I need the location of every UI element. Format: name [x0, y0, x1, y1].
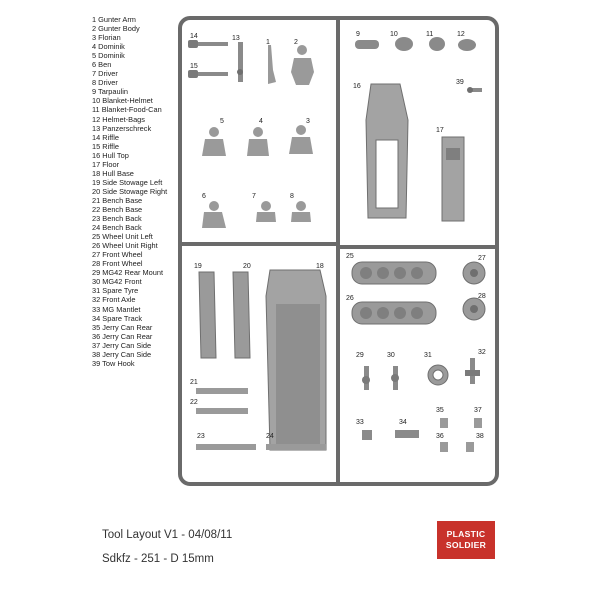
gunter-arm-1	[268, 45, 276, 84]
part-number-label: 3	[306, 118, 310, 125]
front-axle-32	[465, 358, 480, 384]
wheel-unit-left-25	[352, 262, 436, 284]
parts-list-item: 22 Bench Base	[92, 204, 143, 214]
parts-list-item: 19 Side Stowage Left	[92, 177, 163, 187]
parts-list-item: 38 Jerry Can Side	[92, 349, 152, 359]
figure-dominik-4	[247, 127, 269, 156]
parts-list-item: 33 MG Mantlet	[92, 304, 141, 314]
parts-list-item: 7 Driver	[92, 69, 118, 79]
parts-list-item: 8 Driver	[92, 78, 118, 88]
part-number-label: 6	[202, 193, 206, 200]
bench-back-23	[196, 444, 256, 450]
parts-list-item: 26 Wheel Unit Right	[92, 241, 158, 251]
jerry-can-side-38	[466, 442, 474, 452]
floor-17	[442, 137, 464, 221]
part-number-label: 28	[478, 293, 486, 300]
plastic-soldier-logo	[437, 521, 495, 559]
parts-list-item: 10 Blanket-Helmet	[92, 96, 153, 106]
part-number-label: 14	[190, 33, 198, 40]
parts-list-item: 27 Front Wheel	[92, 250, 143, 260]
part-number-label: 23	[197, 433, 205, 440]
blanket-helmet-10	[395, 37, 413, 51]
parts-list-item: 30 MG42 Front	[92, 277, 142, 287]
part-number-label: 16	[353, 83, 361, 90]
part-number-label: 39	[456, 79, 464, 86]
figure-florian-3	[289, 125, 313, 154]
side-stowage-right-20	[233, 272, 250, 358]
figure-dominik-5	[202, 127, 226, 156]
parts-list-item: 32 Front Axle	[92, 295, 136, 305]
figure-ben-6	[202, 201, 226, 228]
part-number-label: 19	[194, 263, 202, 270]
parts-list-item: 5 Dominik	[92, 51, 125, 61]
parts-list-item: 3 Florian	[92, 33, 121, 43]
part-number-label: 34	[399, 419, 407, 426]
parts-list-item: 6 Ben	[92, 60, 112, 70]
tarpaulin-9	[355, 40, 379, 49]
part-number-label: 32	[478, 349, 486, 356]
parts-list-item: 39 Tow Hook	[92, 358, 135, 368]
parts-list-item: 31 Spare Tyre	[92, 286, 139, 296]
part-number-label: 25	[346, 253, 354, 260]
part-number-label: 2	[294, 39, 298, 46]
rifle-14	[188, 40, 228, 48]
parts-list-item: 37 Jerry Can Side	[92, 340, 152, 350]
part-number-label: 33	[356, 419, 364, 426]
mg42-rear-mount-29	[362, 366, 370, 390]
figure-driver-7	[256, 201, 276, 222]
blanket-food-can-11	[429, 37, 445, 51]
part-number-label: 38	[476, 433, 484, 440]
parts-list-item: 36 Jerry Can Rear	[92, 331, 153, 341]
part-number-label: 8	[290, 193, 294, 200]
part-number-label: 20	[243, 263, 251, 270]
helmet-bags-12	[458, 39, 476, 51]
layout-subtitle: Sdkfz - 251 - D 15mm	[102, 553, 214, 565]
part-number-label: 29	[356, 352, 364, 359]
part-number-label: 15	[190, 63, 198, 70]
mg-mantlet-33	[362, 430, 372, 440]
bench-back-24	[266, 444, 326, 450]
part-number-label: 5	[220, 118, 224, 125]
parts-list-item: 2 Gunter Body	[92, 24, 140, 34]
spare-track-34	[395, 430, 419, 438]
parts-list-item: 20 Side Stowage Right	[92, 186, 168, 196]
layout-title: Tool Layout V1 - 04/08/11	[102, 529, 233, 541]
parts-list-item: 16 Hull Top	[92, 150, 129, 160]
rifle-15	[188, 70, 228, 78]
part-number-label: 27	[478, 255, 486, 262]
jerry-can-side-37	[474, 418, 482, 428]
logo-line-2: SOLDIER	[445, 540, 487, 550]
mg42-front-30	[391, 366, 399, 390]
part-number-label: 17	[436, 127, 444, 134]
parts-list-item: 18 Hull Base	[92, 168, 134, 178]
tow-hook-39	[467, 87, 482, 93]
parts-list-item: 25 Wheel Unit Left	[92, 232, 153, 242]
part-number-label: 22	[190, 399, 198, 406]
part-number-label: 24	[266, 433, 274, 440]
part-number-label: 21	[190, 379, 198, 386]
parts-list-item: 24 Bench Back	[92, 223, 142, 233]
part-number-label: 37	[474, 407, 482, 414]
spare-tyre-31	[428, 365, 448, 385]
jerry-can-rear-36	[440, 442, 448, 452]
part-number-label: 18	[316, 263, 324, 270]
parts-list-item: 4 Dominik	[92, 42, 125, 52]
bench-base-22	[196, 408, 248, 414]
parts-list-item: 15 Riffle	[92, 141, 119, 151]
parts-list-item: 28 Front Wheel	[92, 259, 143, 269]
part-number-label: 10	[390, 31, 398, 38]
hull-top-16	[366, 84, 408, 218]
figure-driver-8	[291, 201, 311, 222]
wheel-unit-right-26	[352, 302, 436, 324]
part-number-label: 7	[252, 193, 256, 200]
part-number-label: 13	[232, 35, 240, 42]
panzerschreck-13	[237, 42, 243, 82]
parts-list-item: 23 Bench Back	[92, 214, 142, 224]
part-number-label: 26	[346, 295, 354, 302]
bench-base-21	[196, 388, 248, 394]
parts-list-item: 11 Blanket-Food-Can	[92, 105, 162, 115]
logo-line-1: PLASTIC	[446, 529, 486, 539]
part-number-label: 35	[436, 407, 444, 414]
part-number-label: 12	[457, 31, 465, 38]
parts-list-item: 34 Spare Track	[92, 313, 143, 323]
front-wheel-27	[463, 262, 485, 284]
parts-list-item: 29 MG42 Rear Mount	[92, 268, 164, 278]
part-number-label: 4	[259, 118, 263, 125]
figure-gunter-2	[291, 45, 314, 85]
parts-list-item: 17 Floor	[92, 159, 120, 169]
parts-list-item: 35 Jerry Can Rear	[92, 322, 153, 332]
part-number-label: 31	[424, 352, 432, 359]
part-number-label: 9	[356, 31, 360, 38]
parts-list-item: 14 Riffle	[92, 132, 119, 142]
part-number-label: 1	[266, 39, 270, 46]
parts-list-item: 9 Tarpaulin	[92, 87, 129, 97]
parts-list-item: 13 Panzerschreck	[92, 123, 152, 133]
parts-list-item: 21 Bench Base	[92, 195, 143, 205]
hull-base-18	[266, 270, 326, 450]
parts-list-item: 12 Helmet-Bags	[92, 114, 145, 124]
part-number-label: 36	[436, 433, 444, 440]
part-number-label: 30	[387, 352, 395, 359]
parts-list-item: 1 Gunter Arm	[92, 15, 136, 24]
jerry-can-rear-35	[440, 418, 448, 428]
part-number-label: 11	[426, 31, 434, 38]
side-stowage-left-19	[199, 272, 216, 358]
front-wheel-28	[463, 298, 485, 320]
